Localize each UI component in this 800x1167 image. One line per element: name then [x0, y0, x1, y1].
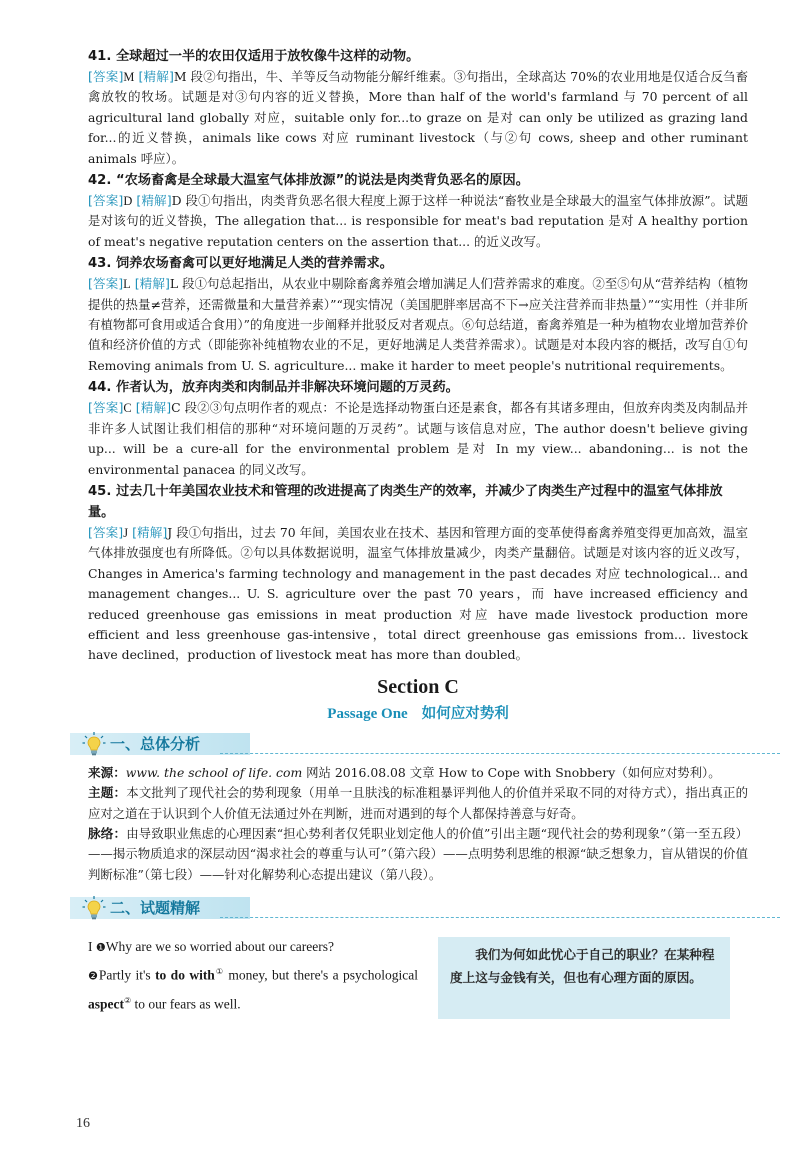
section-title: Section C [377, 675, 459, 698]
vein-line [88, 824, 748, 885]
translation-text: 我们为何如此忧心于自己的职业？在某种程度上这与金钱有关，但也有心理方面的原因。 [450, 947, 715, 986]
theme-line [88, 783, 748, 824]
vein-text: 由导致职业焦虑的心理因素“担心势利者仅凭职业划定他人的价值”引出主题“现代社会的势利现象”（第一至五段）——揭示物质追求的深层动因“渴求社会的尊重与认可”（第六段）——点明势利思维的根源“缺乏想象力，盲从错误的价值判断标准”（第七段）——针对化解势利心态提出建议（第八段）。 [88, 825, 749, 882]
answer-tag: [答案] [88, 193, 124, 209]
overall-analysis [88, 763, 748, 885]
reading-paragraph [88, 935, 748, 1025]
page-number: 16 [76, 1116, 90, 1131]
answer-letter: C [123, 401, 132, 416]
explanation-text: J 段①句指出，过去 70 年间，美国农业在技术、基因和管理方面的变革使得畜禽养殖变得更加高效，温室气体排放强度也有所降低。②句以具体数据说明，温室气体排放量减少，肉类产量翻倍。试题是对该内容的近义改写，Changes in America's farming technology and management in the past decades 对应 technological... and management changes... U. S. agriculture over the past 70 years，而 have increased efficiency and reduced greenhouse gas emissions in meat production 对应 have made livestock production more efficient and less greenhouse gas-intensive，total direct greenhouse gas emissions from... livestock have declined，production of livestock meat has more than doubled。 [88, 524, 749, 663]
explanation-text: M 段②句指出，牛、羊等反刍动物能分解纤维素。③句指出，全球高达 70%的农业用地是仅适合反刍畜禽放牧的牧场。试题是对③句内容的近义替换，More than half of the world's farmland 与 70 percent of all agricultural land globally 对应，suitable only for...to graze on 是对 can only be utilized as grazing land for...的近义替换，animals like cows 对应 ruminant livestock（与②句 cows, sheep and other ruminant animals 呼应）。 [88, 69, 749, 166]
keyword-aspect: aspect [88, 996, 124, 1012]
theme-key: 主题： [88, 785, 127, 801]
answer-tag: [答案] [88, 524, 124, 540]
answer-tag: [答案] [88, 276, 124, 292]
answer-tag: [答案] [88, 400, 124, 416]
explain-tag: [精解] [138, 69, 174, 84]
answer-tag: [答案] [88, 69, 124, 84]
passage-title [88, 702, 748, 725]
explanation-text: C 段②③句点明作者的观点：不论是选择动物蛋白还是素食，都各有其诸多理由，但放弃肉类及肉制品并非许多人试图让我们相信的那种“对环境问题的万灵药”。试题与该信息对应，The author doesn't believe giving up... will be a cure-all for the environmental problem 是对 In my view... abandoning... is not the environmental panacea 的同义改写。 [88, 400, 748, 477]
sentence-number: ❶ [95, 941, 106, 955]
question-title: 41. 全球超过一半的农田仅适用于放牧像牛这样的动物。 [88, 49, 420, 64]
passage-title-cn: 如何应对势利 [421, 705, 509, 722]
banner-divider [220, 753, 780, 755]
footnote-ref: ① [214, 967, 224, 977]
answer-letter: M [123, 70, 135, 84]
question-41 [88, 46, 748, 169]
overall-analysis-banner [70, 731, 780, 757]
sentence-number: ❷ [88, 969, 99, 983]
english-text [88, 935, 418, 1016]
passage-title-en: Passage One [327, 705, 408, 722]
lightbulb-icon [82, 731, 106, 757]
footnote-ref: ② [124, 995, 132, 1005]
theme-text: 本文批判了现代社会的势利现象（用单一且肤浅的标准粗暴评判他人的价值并采取不同的对待方式），指出真正的应对之道在于认识到个人价值无法通过外在判断，进而对遇到的每个人都保持善意与好奇。 [88, 785, 748, 821]
explain-tag: [精解] [132, 524, 168, 540]
sentence-2-part-a: Partly it's [98, 967, 156, 983]
paragraph-number: I [88, 939, 93, 955]
sentence-2-part-b: money, but there's a psychological [224, 967, 419, 983]
explain-tag: [精解] [134, 276, 170, 292]
question-explanation-banner [70, 895, 780, 921]
keyword-to-do-with: to do with [155, 967, 215, 983]
question-43 [88, 253, 748, 376]
answer-letter: L [123, 277, 131, 292]
explain-tag: [精解] [136, 193, 172, 209]
source-url: www. the school of life. com [125, 764, 303, 780]
lightbulb-icon [82, 895, 106, 921]
banner-label: 一、总体分析 [110, 734, 201, 753]
banner-label: 二、试题精解 [110, 899, 201, 918]
question-title: 44. 作者认为，放弃肉类和肉制品并非解决环境问题的万灵药。 [88, 380, 459, 396]
explanation-text: D 段①句指出，肉类背负恶名很大程度上源于这样一种说法“畜牧业是全球最大的温室气体排放源”。试题是对该句的近义替换，The allegation that... is responsible for meat's bad reputation 是对 A healthy portion of meat's negative reputation centers on the assertion that... 的近义改写。 [88, 193, 749, 249]
sentence-2-part-c: to our fears as well. [131, 996, 241, 1012]
vein-key: 脉络： [88, 825, 127, 841]
question-title: 43. 饲养农场畜禽可以更好地满足人类的营养需求。 [88, 256, 393, 272]
question-42 [88, 170, 748, 252]
question-title: 42. “农场畜禽是全球最大温室气体排放源”的说法是肉类背负恶名的原因。 [88, 173, 529, 189]
answer-letter: D [123, 194, 133, 209]
question-title: 45. 过去几十年美国农业技术和管理的改进提高了肉类生产的效率，并减少了肉类生产过程中的温室气体排放量。 [88, 483, 723, 520]
explanation-text: L 段①句总起指出，从农业中剔除畜禽养殖会增加满足人们营养需求的难度。②至⑤句从“营养结构（植物提供的热量≠营养，还需微量和大量营养素）”“现实情况（美国肥胖率居高不下→应关注营养而非热量）”“实用性（并非所有植物都可食用或适合食用）”的角度进一步阐释并批驳反对者观点。⑥句总结道，畜禽养殖是一种为植物农业增加营养价值和经济价值的方式（即能弥补纯植物农业的不足，更好地满足人类营养需求）。试题是对本段内容的概括，改写自①句 Removing animals from U. S. agriculture... make it harder to meet people's nutritional requirements。 [88, 276, 748, 373]
answer-letter: J [123, 525, 129, 540]
question-44 [88, 377, 748, 480]
explain-tag: [精解] [135, 400, 172, 416]
source-text: 网站 2016.08.08 文章 How to Cope with Snobbery（如何应对势利）。 [302, 764, 721, 780]
banner-divider [220, 917, 780, 919]
translation-box [438, 937, 730, 1019]
source-line [88, 763, 748, 783]
question-45 [88, 481, 748, 666]
content [88, 46, 748, 1025]
sentence-1: Why are we so worried about our careers? [105, 939, 335, 955]
source-key: 来源： [88, 764, 126, 780]
